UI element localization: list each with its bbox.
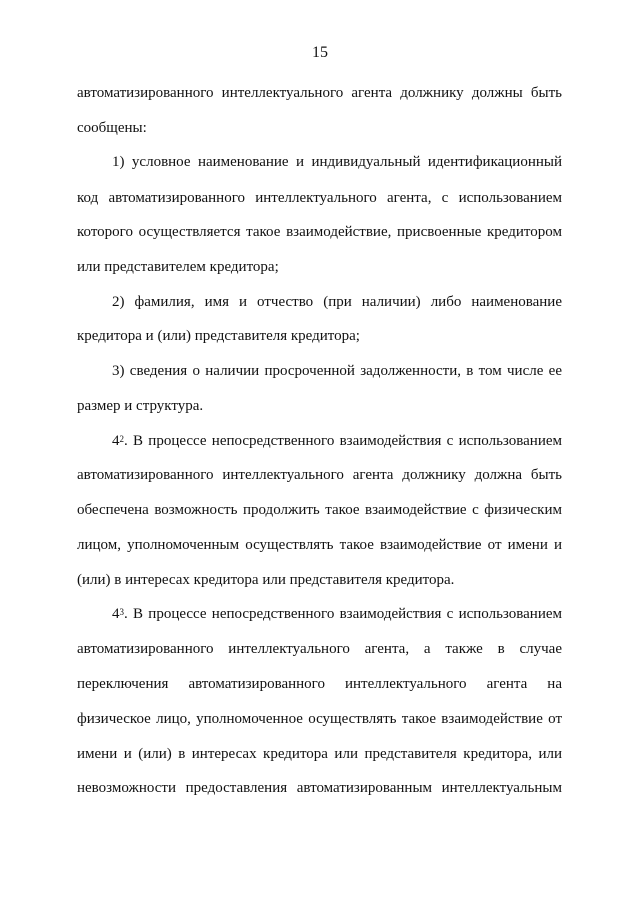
text-line: автоматизированного интеллектуального агента, а также в случае: [77, 641, 562, 657]
text-line: (или) в интересах кредитора или представителя кредитора.: [77, 572, 455, 588]
text-line: лицом, уполномоченным осуществлять такое взаимодействие от имени и: [77, 537, 562, 553]
text-line: обеспечена возможность продолжить такое взаимодействие с физическим: [77, 502, 562, 518]
clause-4-3-text: . В процессе непосредственного взаимодействия с использованием: [124, 606, 562, 622]
text-line: физическое лицо, уполномоченное осуществлять такое взаимодействие от: [77, 711, 562, 727]
text-line: кредитора и (или) представителя кредитора;: [77, 328, 360, 344]
text-line: размер и структура.: [77, 398, 204, 414]
clause-4-3-number: $4^3$: [112, 606, 124, 622]
text-line: автоматизированного интеллектуального агента должнику должна быть: [77, 467, 562, 483]
clause-4-3-first-line: [112, 604, 562, 624]
clause-4-2-text: . В процессе непосредственного взаимодействия с использованием: [124, 433, 562, 449]
text-line: код автоматизированного интеллектуального агента, с использованием: [77, 190, 562, 206]
text-line: которого осуществляется такое взаимодействие, присвоенные кредитором: [77, 224, 562, 240]
page-number: 15: [312, 44, 328, 61]
clause-4-2-number: $4^2$: [112, 433, 124, 449]
list-item-2-line: 2) фамилия, имя и отчество (при наличии) либо наименование: [112, 294, 562, 310]
text-line: имени и (или) в интересах кредитора или представителя кредитора, или: [77, 746, 562, 762]
text-line: или представителем кредитора;: [77, 259, 279, 275]
list-item-1-line: 1) условное наименование и индивидуальный идентификационный: [112, 154, 562, 170]
text-line: сообщены:: [77, 120, 147, 136]
text-line: невозможности предоставления автоматизированным интеллектуальным: [77, 780, 562, 796]
clause-4-2-first-line: [112, 431, 562, 451]
text-line: автоматизированного интеллектуального агента должнику должны быть: [77, 85, 562, 101]
list-item-3-line: 3) сведения о наличии просроченной задолженности, в том числе ее: [112, 363, 562, 379]
text-line: переключения автоматизированного интеллектуального агента на: [77, 676, 562, 692]
